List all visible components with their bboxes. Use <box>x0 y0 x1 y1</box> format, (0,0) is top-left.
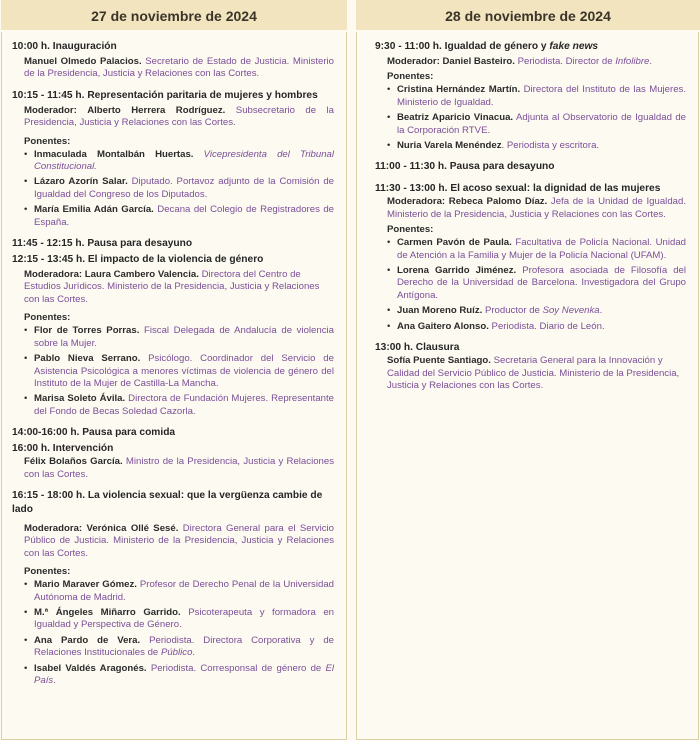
speaker-role: Profesora asociada de Filosofía del Derecho de la Universidad de Barcelona. Investigadora del Grupo Antígona. <box>397 265 687 301</box>
moderator-label: Moderadora: <box>24 522 83 534</box>
speaker-item <box>24 607 334 632</box>
speaker-role: Decana del Colegio de Registradores de España. <box>34 204 335 228</box>
bullet-icon: • <box>387 320 391 332</box>
speaker-role: Facultativa de Policía Nacional. Unidad de Atención a la Familia y Mujer de la Policía Nacional (UFAM). <box>397 237 687 261</box>
session-representacion <box>12 89 346 229</box>
session-pausa-comida <box>12 426 346 440</box>
moderator-role: Directora del Centro de Estudios Jurídicos. Ministerio de la Presidencia, Justicia y Relaciones con las Cortes. <box>24 269 320 305</box>
speaker-role: Periodista. Directora Corporativa y de Relaciones Institucionales de <box>34 634 334 659</box>
bullet-icon: • <box>24 204 28 216</box>
session-title-main: 9:30 - 11:00 h. Igualdad de género y <box>375 41 550 52</box>
speaker-name: Mario Maraver Gómez. <box>34 579 137 591</box>
speaker-item <box>387 140 686 152</box>
speaker-role: Fiscal Delegada de Andalucía de violencia sobre la Mujer. <box>34 325 334 349</box>
speaker-role: Diputado. Portavoz adjunto de la Comisión de Igualdad del Congreso de los Diputados. <box>34 176 334 200</box>
speaker-name: Carmen Pavón de Paula. <box>397 237 512 249</box>
speaker-role: Psicoterapeuta y formadora en Igualdad y Perspectiva de Género. <box>34 606 334 631</box>
bullet-icon: • <box>24 634 28 646</box>
speaker-name: Inmaculada Montalbán Huertas. <box>34 148 194 160</box>
moderator-tail: . <box>649 56 653 67</box>
session-title <box>375 40 698 54</box>
speaker-role: Directora del Instituto de las Mujeres. Ministerio de Igualdad. <box>397 84 686 108</box>
moderator-label: Moderador: <box>387 56 440 67</box>
speaker-role: Secretaria General para la Innovación y Calidad del Servicio Público de Justicia. Ministerio de la Presidencia, Justicia y Relaciones con las Cortes. <box>387 355 680 391</box>
speaker-role: Adjunta al Observatorio de Igualdad de la Corporación RTVE. <box>397 112 687 136</box>
speaker-item <box>387 321 686 333</box>
speaker-name: Lorena Garrido Jiménez. <box>397 265 517 277</box>
speaker-role: Secretario de Estado de Justicia. Ministerio de la Presidencia, Justicia y Relaciones con las Cortes. <box>24 56 334 80</box>
session-intervencion <box>12 442 346 481</box>
speaker-role: Periodista. Corresponsal de género de <box>150 662 322 674</box>
speaker-name: Manuel Olmedo Palacios. <box>24 56 142 67</box>
speaker-role: Ministro de la Presidencia, Justicia y Relaciones con las Cortes. <box>24 456 335 480</box>
session-title: 16:15 - 18:00 h. La violencia sexual: que la vergüenza cambie de lado <box>12 489 323 515</box>
session-violencia-sexual <box>12 489 346 687</box>
speaker-name: Cristina Hernández Martín. <box>397 84 521 96</box>
session-title: 10:15 - 11:45 h. Representación paritaria de mujeres y hombres <box>12 89 318 101</box>
speaker-role: . Periodista y escritora. <box>501 140 600 152</box>
bullet-icon: • <box>24 662 28 674</box>
speaker-entry <box>24 456 334 481</box>
speaker-name: Nuria Varela Menéndez <box>397 140 502 152</box>
day-2-body <box>356 32 699 740</box>
session-clausura <box>375 341 698 392</box>
speaker-name: Lázaro Azorín Salar. <box>34 176 128 188</box>
speaker-role: Vicepresidenta del Tribunal Constitucional. <box>34 148 335 173</box>
speaker-name: Sofía Puente Santiago. <box>387 355 491 367</box>
speaker-name: Ana Pardo de Vera. <box>34 634 141 646</box>
speaker-list <box>24 149 334 229</box>
speaker-list <box>24 579 334 687</box>
speaker-item <box>24 353 334 390</box>
speaker-list <box>387 84 686 152</box>
bullet-icon: • <box>387 237 391 249</box>
speaker-role: Periodista. Diario de León. <box>491 320 605 332</box>
speaker-item <box>24 579 334 604</box>
moderator-role: Jefa de la Unidad de Igualdad. Ministerio de la Presidencia, Justicia y Relaciones con las Cortes. <box>387 196 686 220</box>
moderator-entry <box>387 56 686 68</box>
speaker-list <box>387 237 686 333</box>
session-violencia-genero <box>12 253 346 418</box>
moderator-entry <box>387 196 686 221</box>
ponentes-label: Ponentes: <box>387 224 434 236</box>
session-acoso-sexual <box>375 182 698 333</box>
moderator-name: Alberto Herrera Rodríguez. <box>87 104 226 116</box>
bullet-icon: • <box>387 84 391 96</box>
speaker-tail: . <box>53 675 56 686</box>
bullet-icon: • <box>24 176 28 188</box>
moderator-entry <box>24 523 334 560</box>
speaker-item <box>387 84 686 109</box>
speaker-name: M.ª Ángeles Miñarro Garrido. <box>34 606 181 618</box>
moderator-role: Subsecretario de la Presidencia, Justicia y Relaciones con las Cortes. <box>24 104 334 129</box>
bullet-icon: • <box>24 325 28 337</box>
speaker-role: Productor de <box>484 305 540 317</box>
speaker-item <box>24 149 334 174</box>
speaker-name: Ana Gaitero Alonso. <box>397 320 489 332</box>
bullet-icon: • <box>24 353 28 365</box>
ponentes-label: Ponentes: <box>387 71 434 83</box>
speaker-name: Beatriz Aparicio Vinacua. <box>397 112 514 124</box>
speaker-list <box>24 325 334 418</box>
speaker-item <box>387 112 686 137</box>
moderator-role: Periodista. Director de <box>517 56 613 67</box>
moderator-name: Rebeca Palomo Díaz. <box>448 196 548 208</box>
bullet-icon: • <box>24 393 28 405</box>
moderator-entry <box>24 269 334 306</box>
speaker-role: Directora de Fundación Mujeres. Representante del Fondo de Becas Soledad Cazorla. <box>34 393 335 417</box>
speaker-name: Pablo Nieva Serrano. <box>34 353 141 365</box>
session-title: 13:00 h. Clausura <box>375 342 460 354</box>
ponentes-label: Ponentes: <box>24 566 71 578</box>
bullet-icon: • <box>387 140 391 152</box>
speaker-item <box>24 325 334 350</box>
day-1-header: 27 de noviembre de 2024 <box>1 0 347 30</box>
speaker-item <box>387 265 686 302</box>
day-2-header: 28 de noviembre de 2024 <box>356 0 700 30</box>
session-title: 11:00 - 11:30 h. Pausa para desayuno <box>375 161 555 173</box>
speaker-item <box>24 663 334 688</box>
moderator-name: Daniel Basteiro. <box>442 56 515 67</box>
speaker-name: Marisa Soleto Ávila. <box>34 393 126 405</box>
session-title: 11:45 - 12:15 h. Pausa para desayuno <box>12 238 193 250</box>
session-title: 12:15 - 13:45 h. El impacto de la violencia de género <box>12 254 264 266</box>
moderator-label: Moderadora: <box>387 196 446 208</box>
session-title: 10:00 h. Inauguración <box>12 41 117 52</box>
speaker-role: Psicólogo. Coordinador del Servicio de Asistencia Psicológica a menores víctimas de violencia de género del Instituto de la Mujer de Castilla-La Mancha. <box>34 353 334 389</box>
bullet-icon: • <box>24 579 28 591</box>
bullet-icon: • <box>24 606 28 618</box>
ponentes-label: Ponentes: <box>24 312 71 324</box>
speaker-media: Soy Nevenka <box>542 305 600 317</box>
session-title: 14:00-16:00 h. Pausa para comida <box>12 427 176 439</box>
day-2-column <box>356 0 700 740</box>
moderator-name: Laura Cambero Valencia. <box>84 269 199 281</box>
speaker-name: María Emilia Adán García. <box>34 204 154 216</box>
speaker-name: Isabel Valdés Aragonés. <box>34 662 147 674</box>
moderator-name: Verónica Ollé Sesé. <box>86 522 179 534</box>
speaker-tail: . <box>192 647 196 659</box>
speaker-item <box>24 176 334 201</box>
session-title-italic: fake news <box>549 41 599 52</box>
session-pausa-desayuno-2 <box>375 160 698 174</box>
speaker-role: Profesor de Derecho Penal de la Universidad Autónoma de Madrid. <box>34 579 334 603</box>
session-title: 16:00 h. Intervención <box>12 443 114 455</box>
session-pausa-desayuno <box>12 237 346 251</box>
bullet-icon: • <box>24 148 28 160</box>
speaker-name: Flor de Torres Porras. <box>34 325 140 337</box>
speaker-media: Público <box>160 647 193 659</box>
session-title: 11:30 - 13:00 h. El acoso sexual: la dignidad de las mujeres <box>375 183 661 195</box>
speaker-item <box>387 305 686 317</box>
moderator-entry <box>24 105 334 130</box>
speaker-tail: . <box>599 305 603 317</box>
speaker-entry <box>24 56 334 81</box>
speaker-name: Juan Moreno Ruíz. <box>397 305 483 317</box>
session-fake-news <box>375 40 698 152</box>
speaker-item <box>387 237 686 262</box>
speaker-item <box>24 393 334 418</box>
speaker-item <box>24 204 334 229</box>
speaker-name: Félix Bolaños García. <box>24 456 123 468</box>
bullet-icon: • <box>387 305 391 317</box>
session-inauguracion <box>12 40 346 81</box>
moderator-role: Directora General para el Servicio Público de Justicia. Ministerio de la Presidencia, Justicia y Relaciones con las Cortes. <box>24 522 334 559</box>
ponentes-label: Ponentes: <box>24 135 71 147</box>
bullet-icon: • <box>387 112 391 124</box>
moderator-media: Infolibre <box>615 56 650 67</box>
day-1-body <box>1 32 347 740</box>
speaker-item <box>24 635 334 660</box>
speaker-entry <box>387 355 686 392</box>
moderator-label: Moderadora: <box>24 269 83 281</box>
speaker-media: El País <box>34 662 335 686</box>
bullet-icon: • <box>387 265 391 277</box>
moderator-label: Moderador: <box>24 104 77 116</box>
